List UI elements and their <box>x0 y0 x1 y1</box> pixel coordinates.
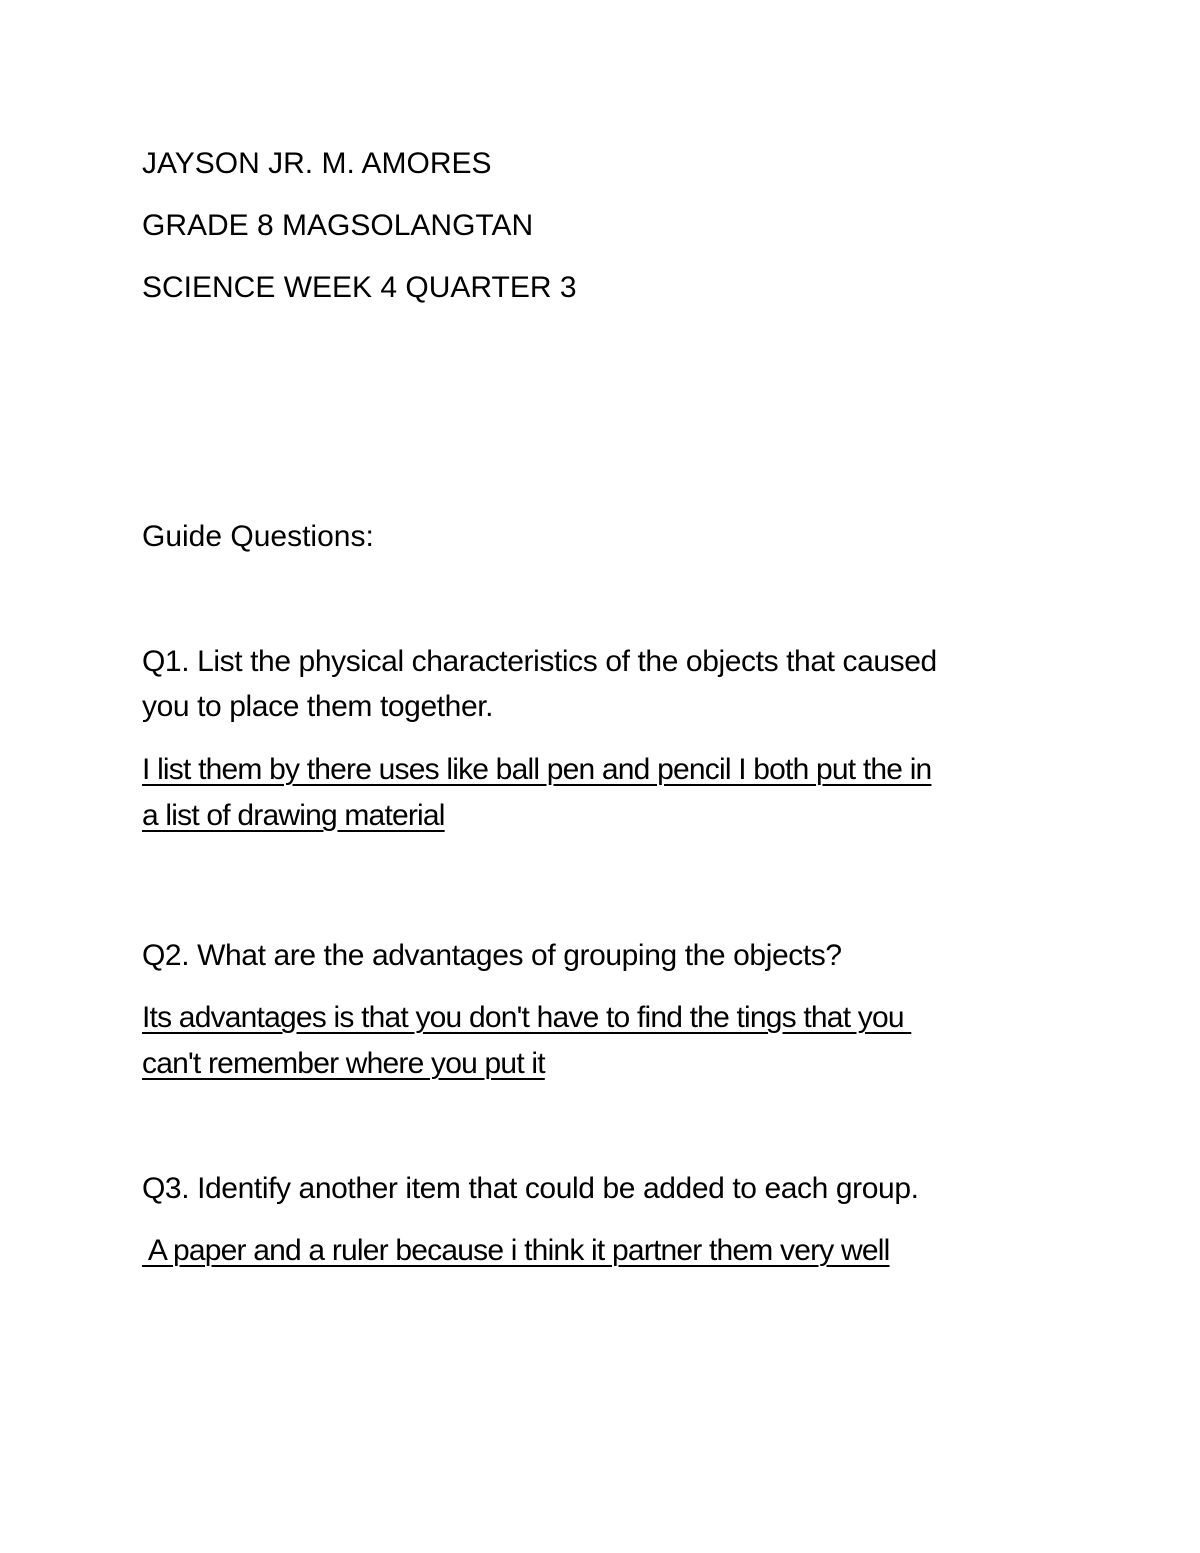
student-name: JAYSON JR. M. AMORES <box>142 147 492 180</box>
answer-1-line-1: I list them by there uses like ball pen and pencil I both put the in <box>142 753 932 786</box>
grade-section: GRADE 8 MAGSOLANGTAN <box>142 209 534 242</box>
subject-line: SCIENCE WEEK 4 QUARTER 3 <box>142 271 577 304</box>
answer-2-line-2: can't remember where you put it <box>142 1047 545 1080</box>
answer-1-line-2: a list of drawing material <box>142 799 445 832</box>
guide-questions-title: Guide Questions: <box>142 520 374 553</box>
answer-3-line-1: A paper and a ruler because i think it partner them very well <box>142 1234 890 1267</box>
question-3-line-1: Q3. Identify another item that could be added to each group. <box>142 1172 919 1205</box>
question-1-line-1: Q1. List the physical characteristics of the objects that caused <box>142 645 937 678</box>
question-2-line-1: Q2. What are the advantages of grouping the objects? <box>142 939 842 972</box>
question-1-line-2: you to place them together. <box>142 690 494 723</box>
answer-2-line-1: Its advantages is that you don't have to find the tings that you <box>142 1001 912 1034</box>
